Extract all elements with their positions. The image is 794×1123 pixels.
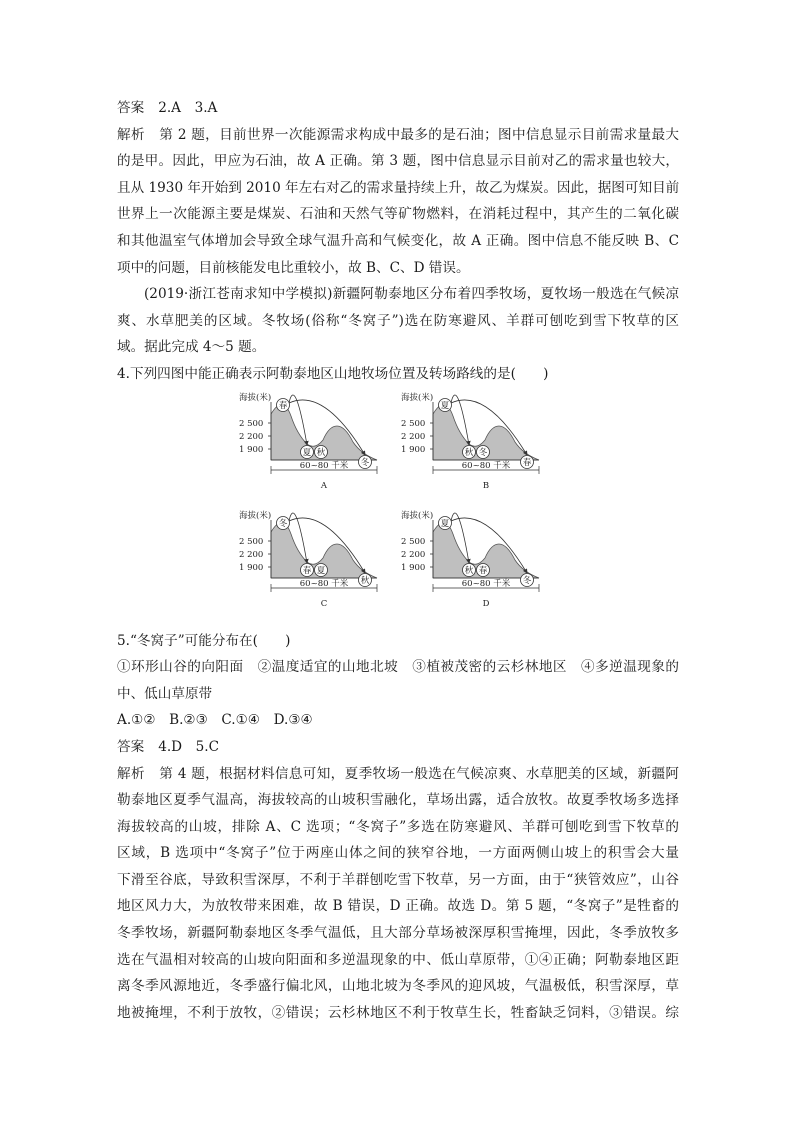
answer-value: 2.A 3.A [158, 100, 218, 116]
question-5-options-cont: 中、低山草原带 [117, 685, 213, 702]
answer-label: 答案 [117, 100, 145, 116]
mountain-profile-diagram [237, 390, 397, 498]
tick-label: 1 900 [401, 562, 426, 573]
tick-label: 2 200 [239, 431, 264, 442]
material-line: 域。据此完成 4～5 题。 [117, 339, 266, 356]
mountain-profile-diagram [399, 390, 559, 498]
diagram-c [237, 508, 397, 616]
season-label: 夏 [316, 565, 326, 576]
question-4-stem: 4.下列四图中能正确表示阿勒泰地区山地牧场位置及转场路线的是( ) [117, 365, 549, 382]
tick-label: 2 200 [401, 431, 426, 442]
season-label: 冬 [278, 518, 288, 529]
analysis-line: 地区风力大，为放牧带来困难，故 B 错误，D 正确。故选 D。第 5 题，“冬窝子”是牲畜的 [117, 898, 679, 915]
season-label: 秋 [464, 447, 474, 458]
analysis-line: 冬季牧场，新疆阿勒泰地区冬季气温低，且大部分草场被深厚积雪掩埋，因此，冬季放牧多 [117, 925, 679, 942]
season-label: 春 [522, 457, 532, 468]
season-label: 夏 [440, 400, 450, 411]
season-label: 冬 [360, 457, 370, 468]
diagram-b [399, 390, 559, 498]
tick-label: 1 900 [239, 562, 264, 573]
analysis-line: 世界上一次能源主要是煤炭、石油和天然气等矿物燃料，在消耗过程中，其产生的二氧化碳 [117, 206, 679, 223]
diagram-label: C [320, 598, 328, 609]
season-label: 春 [302, 565, 312, 576]
analysis-line: 项中的问题，目前核能发电比重较小，故 B、C、D 错误。 [117, 259, 470, 276]
answer-line-1 [117, 95, 679, 122]
question-5-options: ①环形山谷的向阳面 ②温度适宜的山地北坡 ③植被茂密的云杉林地区 ④多逆温现象的 [117, 659, 679, 676]
y-axis-label: 海拔(米) [239, 510, 272, 521]
analysis-line [117, 761, 679, 788]
question-5-stem: 5.“冬窝子”可能分布在( ) [117, 632, 291, 649]
distance-label: 60~80 千米 [299, 460, 349, 471]
analysis-line: 选在气温相对较高的山坡向阳面和多逆温现象的中、低山草原带，①④正确；阿勒泰地区距 [117, 951, 679, 968]
season-label: 秋 [464, 565, 474, 576]
analysis-line [117, 122, 679, 149]
answer-value: 4.D 5.C [158, 738, 220, 755]
tick-label: 2 500 [239, 536, 264, 547]
diagram-label: B [482, 480, 490, 491]
y-axis-label: 海拔(米) [401, 510, 434, 521]
diagram-a [237, 390, 397, 498]
mountain-profile-diagram [399, 508, 559, 616]
season-label: 春 [478, 565, 488, 576]
diagram-label: D [482, 598, 490, 609]
season-label: 冬 [522, 575, 532, 586]
season-label: 冬 [478, 447, 488, 458]
diagram-row-top [117, 390, 679, 504]
document-page [117, 95, 679, 1026]
diagram-row-bottom [117, 508, 679, 622]
y-axis-label: 海拔(米) [401, 392, 434, 403]
question-5-choices: A.①② B.②③ C.①④ D.③④ [117, 712, 313, 729]
analysis-label: 解析 [117, 126, 145, 143]
tick-label: 2 500 [401, 536, 426, 547]
analysis-line: 离冬季风源地近，冬季盛行偏北风，山地北坡为冬季风的迎风坡，气温极低，积雪深厚，草 [117, 978, 679, 995]
answer-label: 答案 [117, 738, 145, 755]
tick-label: 2 500 [239, 418, 264, 429]
analysis-line: 海拔较高的山坡，排除 A、C 选项；“冬窝子”多选在防寒避风、羊群可刨吃到雪下牧草的 [117, 818, 679, 835]
diagram-label: A [320, 480, 328, 491]
analysis-line: 的是甲。因此，甲应为石油，故 A 正确。第 3 题，图中信息显示目前对乙的需求量也较大， [117, 153, 679, 170]
analysis-line: 地被掩埋，不利于放牧，②错误；云杉林地区不利于牧草生长，牲畜缺乏饲料，③错误。综 [117, 1004, 679, 1021]
answer-line-2 [117, 734, 679, 761]
analysis-text: 第 4 题，根据材料信息可知，夏季牧场一般选在气候凉爽、水草肥美的区域，新疆阿 [158, 765, 680, 782]
diagram-d [399, 508, 559, 616]
analysis-line: 和其他温室气体增加会导致全球气温升高和气候变化，故 A 正确。图中信息不能反映 B、C [117, 232, 679, 249]
tick-label: 2 200 [239, 549, 264, 560]
season-label: 秋 [316, 447, 326, 458]
y-axis-label: 海拔(米) [239, 392, 272, 403]
distance-label: 60~80 千米 [299, 578, 349, 589]
mountain-profile-diagram [237, 508, 397, 616]
season-label: 秋 [360, 575, 370, 586]
season-label: 夏 [440, 518, 450, 529]
analysis-line: 勒泰地区夏季气温高，海拔较高的山坡积雪融化，草场出露，适合放牧。故夏季牧场多选择 [117, 792, 679, 809]
analysis-line: 下滑至谷底，导致积雪深厚，不利于羊群刨吃雪下牧草，另一方面，由于“狭管效应”，山谷 [117, 871, 679, 888]
material-line: (2019·浙江苍南求知中学模拟)新疆阿勒泰地区分布着四季牧场，夏牧场一般选在气候凉 [144, 286, 679, 303]
tick-label: 1 900 [239, 444, 264, 455]
material-line: 爽、水草肥美的区域。冬牧场(俗称“冬窝子”)选在防寒避风、羊群可刨吃到雪下牧草的区 [117, 312, 679, 329]
tick-label: 2 500 [401, 418, 426, 429]
distance-label: 60~80 千米 [461, 460, 511, 471]
analysis-text: 第 2 题，目前世界一次能源需求构成中最多的是石油；图中信息显示目前需求量最大 [158, 126, 680, 143]
analysis-label: 解析 [117, 765, 145, 782]
season-label: 春 [278, 400, 288, 411]
tick-label: 2 200 [401, 549, 426, 560]
analysis-line: 且从 1930 年开始到 2010 年左右对乙的需求量持续上升，故乙为煤炭。因此，据图可知目前 [117, 179, 680, 196]
season-label: 夏 [302, 447, 312, 458]
analysis-line: 区域，B 选项中“冬窝子”位于两座山体之间的狭窄谷地，一方面两侧山坡上的积雪会大量 [117, 845, 679, 862]
tick-label: 1 900 [401, 444, 426, 455]
distance-label: 60~80 千米 [461, 578, 511, 589]
